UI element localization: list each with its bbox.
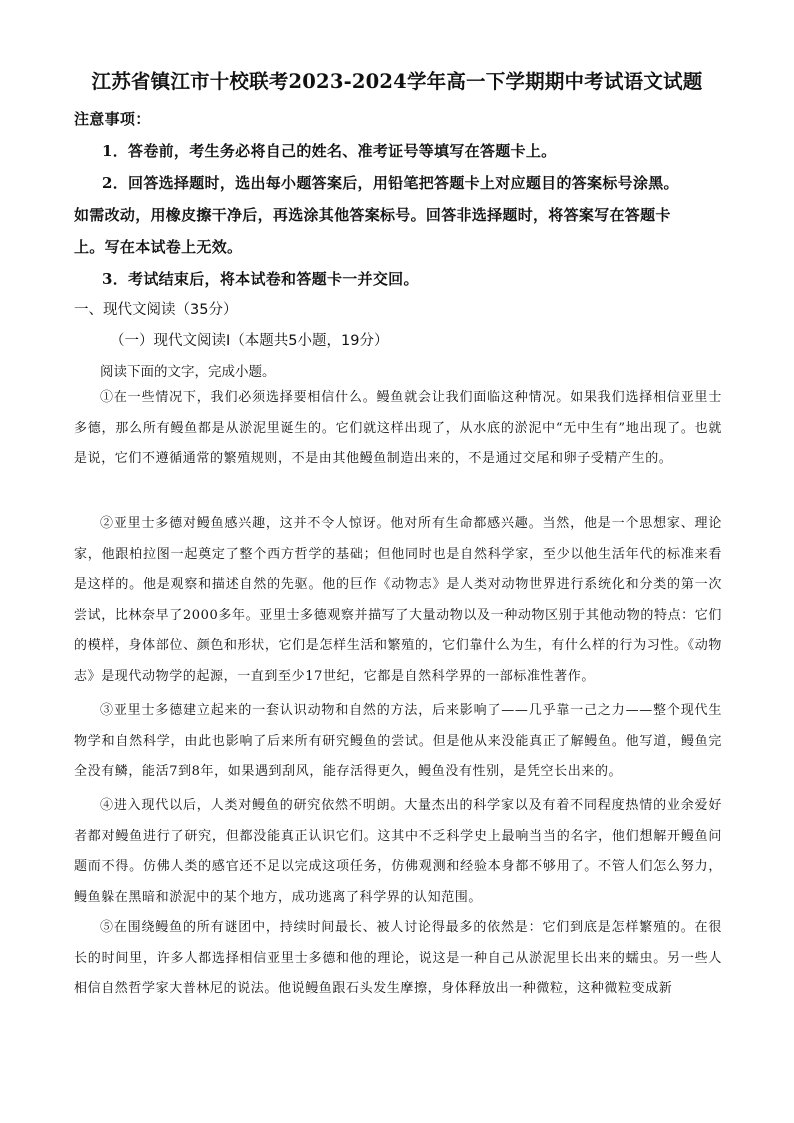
notice-item-2-cont-b: 上。写在本试卷上无效。 <box>74 238 243 256</box>
paragraph-3: ③亚里士多德建立起来的一套认识动物和自然的方法，后来影响了——几乎靠一己之力——整个现代生物学和自然科学，由此也影响了后来所有研究鳗鱼的尝试。但是他从来没能真正了解鳗鱼。他写道，鳗鱼完全没有鳞，能活7到8年，如果遇到刮风，能存活得更久，鳗鱼没有性别，是凭空长出来的。 <box>74 703 722 779</box>
notice-item-2-cont-a: 如需改动，用橡皮擦干净后，再选涂其他答案标号。回答非选择题时，将答案写在答题卡 <box>74 206 671 224</box>
notice-heading: 注意事项： <box>74 110 151 128</box>
notice-item-1: 1．答卷前，考生务必将自己的姓名、准考证号等填写在答题卡上。 <box>102 142 557 160</box>
paragraph-5: ⑤在围绕鳗鱼的所有谜团中，持续时间最长、被人讨论得最多的依然是：它们到底是怎样繁殖的。在很长的时间里，许多人都选择相信亚里士多德和他的理论，说这是一种自己从淤泥里长出来的蠕虫。另一些人相信自然哲学家大普林尼的说法。他说鳗鱼跟石头发生摩擦，身体释放出一种微粒，这种微粒变成新 <box>74 920 722 996</box>
notice-item-2: 2．回答选择题时，选出每小题答案后，用铅笔把答题卡上对应题目的答案标号涂黑。 <box>102 174 679 192</box>
document-title: 江苏省镇江市十校联考2023-2024学年高一下学期期中考试语文试题 <box>91 70 703 93</box>
reading-instruction: 阅读下面的文字，完成小题。 <box>100 364 276 380</box>
subsection-heading: （一）现代文阅读Ⅰ（本题共5小题，19分） <box>110 333 389 349</box>
paragraph-1: ①在一些情况下，我们必须选择要相信什么。鳗鱼就会让我们面临这种情况。如果我们选择相信亚里士多德，那么所有鳗鱼都是从淤泥里诞生的。它们就这样出现了，从水底的淤泥中“无中生有”地出现了。也就是说，它们不遵循通常的繁殖规则，不是由其他鳗鱼制造出来的，不是通过交尾和卵子受精产生的。 <box>74 390 722 466</box>
section-heading: 一、现代文阅读（35分） <box>74 302 238 318</box>
notice-item-3: 3．考试结束后，将本试卷和答题卡一并交回。 <box>102 270 419 288</box>
paragraph-2: ②亚里士多德对鳗鱼感兴趣，这并不令人惊讶。他对所有生命都感兴趣。当然，他是一个思想家、理论家，他跟柏拉图一起奠定了整个西方哲学的基础；但他同时也是自然科学家，至少以他生活年代的标准来看是这样的。他是观察和描述自然的先驱。他的巨作《动物志》是人类对动物世界进行系统化和分类的第一次尝试，比林奈早了2000多年。亚里士多德观察并描写了大量动物以及一种动物区别于其他动物的特点：它们的模样，身体部位、颜色和形状，它们是怎样生活和繁殖的，它们靠什么为生，有什么样的行为习性。《动物志》是现代动物学的起源，一直到至少17世纪，它都是自然科学界的一部标准性著作。 <box>74 516 722 684</box>
paragraph-4: ④进入现代以后，人类对鳗鱼的研究依然不明朗。大量杰出的科学家以及有着不同程度热情的业余爱好者都对鳗鱼进行了研究，但都没能真正认识它们。这其中不乏科学史上最响当当的名字，他们想解开鳗鱼问题而不得。仿佛人类的感官还不足以完成这项任务，仿佛观测和经验本身都不够用了。不管人们怎么努力，鳗鱼躲在黑暗和淤泥中的某个地方，成功逃离了科学界的认知范围。 <box>74 798 722 905</box>
